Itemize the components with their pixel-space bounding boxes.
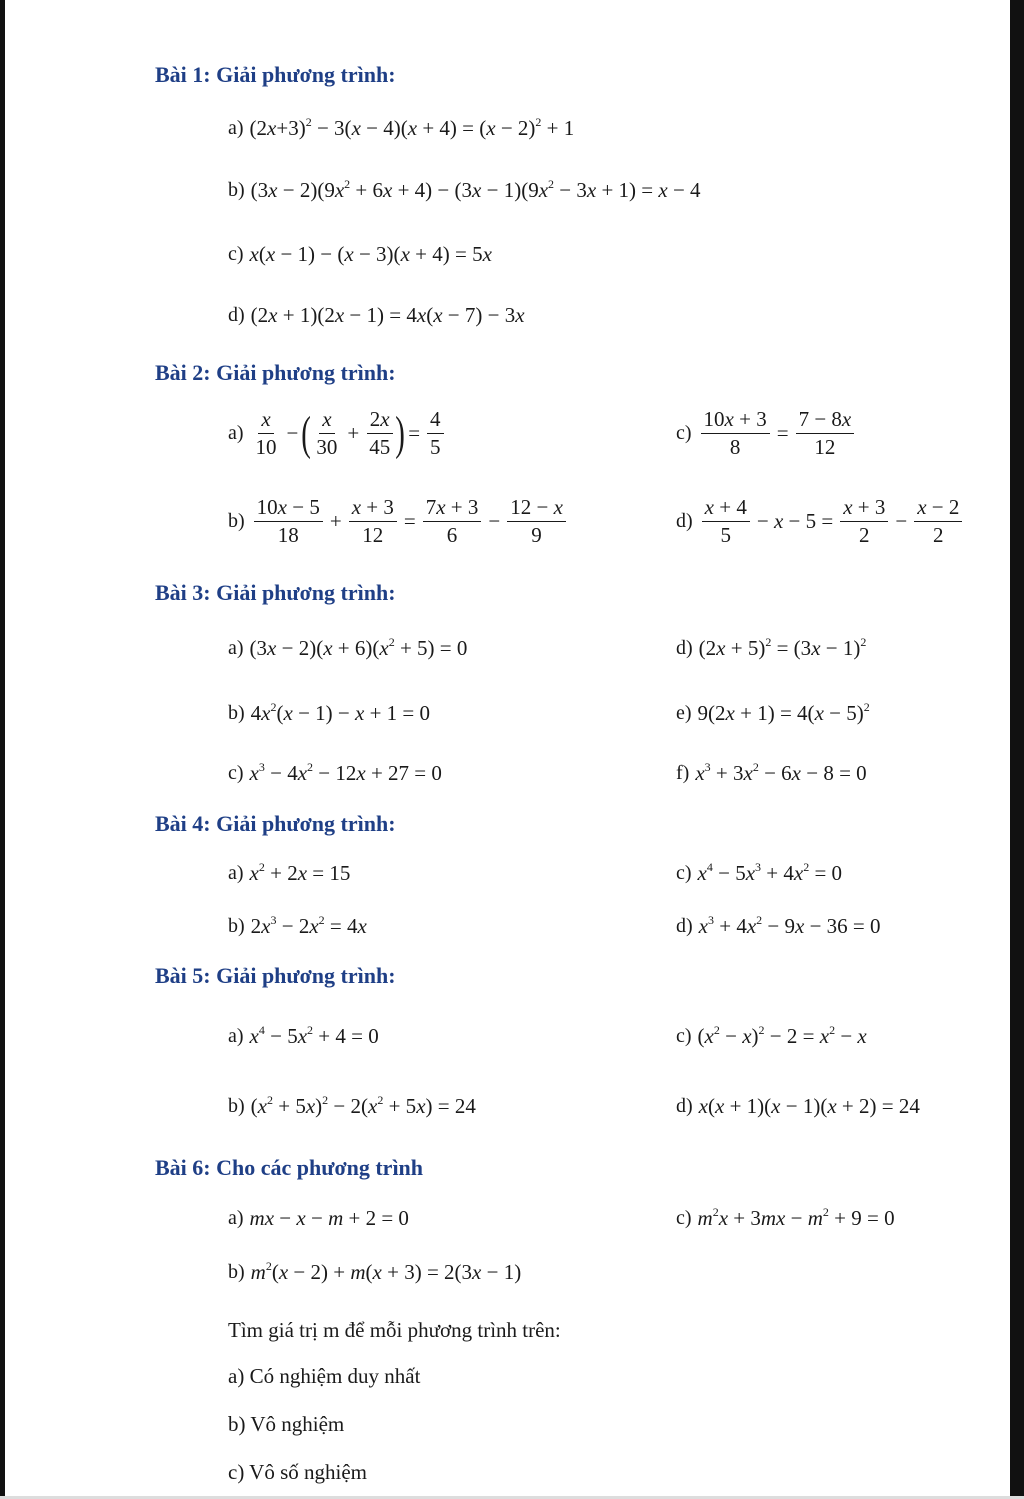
bai1-heading: Bài 1: Giải phương trình: bbox=[155, 62, 396, 87]
bai5-c bbox=[676, 1024, 867, 1049]
bai1-d-equation: (2x + 1)(2x − 1) = 4x(x − 7) − 3x bbox=[250, 303, 525, 327]
bai3-b-label: b) bbox=[228, 702, 245, 724]
bai5-d-equation: x(x + 1)(x − 1)(x + 2) = 24 bbox=[698, 1094, 920, 1118]
bai5-a bbox=[228, 1024, 379, 1049]
bai3-d bbox=[676, 636, 866, 661]
bai3-e-equation: $9(2x + 1) = 4(x - 5)^2$ bbox=[697, 700, 870, 725]
bai4-a bbox=[228, 861, 350, 886]
bai4-c-equation: $x^4 - 5x^3 + 4x^2 = 0$ bbox=[697, 860, 843, 885]
bai3-f-label: f) bbox=[676, 762, 690, 784]
bai3-d-label: d) bbox=[676, 637, 693, 659]
bai1-a bbox=[228, 116, 574, 141]
bai2-d bbox=[676, 496, 965, 547]
bai6-heading: Bài 6: Cho các phương trình bbox=[155, 1155, 424, 1180]
bai6-option-b: b) Vô nghiệm bbox=[228, 1412, 345, 1436]
bai4-b-equation: $2x^3 - 2x^2 = 4x$ bbox=[250, 913, 367, 938]
bai3-heading: Bài 3: Giải phương trình: bbox=[155, 580, 396, 605]
bai2-heading: Bài 2: Giải phương trình: bbox=[155, 360, 396, 385]
bai1-b-equation: $(3x - 2)(9x^2 + 6x + 4) - (3x - 1)(9x^2 - 3x + 1) = x - 4$ bbox=[250, 177, 701, 202]
bai4-c-label: c) bbox=[676, 862, 692, 884]
bai6-c-equation: $m^2x + 3mx - m^2 + 9 = 0$ bbox=[697, 1205, 895, 1230]
bai3-d-equation: $(2x + 5)^2 = (3x - 1)^2$ bbox=[698, 635, 867, 660]
bai6-b bbox=[228, 1260, 521, 1285]
bai2-d-equation: $\frac{x + 4}{5}$ − x − 5 = $\frac{x + 3}{2}$ − $\frac{x - 2}{2}$ bbox=[699, 496, 966, 547]
left-border bbox=[0, 0, 5, 1499]
bai5-b-equation: $(x^2 + 5x)^2 - 2(x^2 + 5x) = 24$ bbox=[250, 1093, 476, 1118]
bai1-c bbox=[228, 242, 492, 267]
bai3-a-equation: $(3x - 2)(x + 6)(x^2 + 5) = 0$ bbox=[249, 635, 468, 660]
bai4-a-equation: $x^2 + 2x = 15$ bbox=[249, 860, 351, 885]
right-border bbox=[1010, 0, 1024, 1499]
bai3-a-label: a) bbox=[228, 637, 244, 659]
bai3-b-equation: $4x^2(x - 1) - x + 1 = 0$ bbox=[250, 700, 431, 725]
bai3-c bbox=[228, 761, 442, 786]
bai4-d-equation: $x^3 + 4x^2 - 9x - 36 = 0$ bbox=[698, 913, 881, 938]
bai3-f bbox=[676, 761, 867, 786]
bai1-d-label: d) bbox=[228, 304, 245, 326]
bai5-a-equation: $x^4 - 5x^2 + 4 = 0$ bbox=[249, 1023, 379, 1048]
bai4-b bbox=[228, 914, 367, 939]
bai5-d-label: d) bbox=[676, 1095, 693, 1117]
bai1-c-equation: x(x − 1) − (x − 3)(x + 4) = 5x bbox=[249, 242, 492, 266]
bai4-a-label: a) bbox=[228, 862, 244, 884]
bai5-d bbox=[676, 1094, 920, 1119]
bai1-a-equation: $(2x+3)^2 - 3(x - 4)(x + 4) = (x - 2)^2 + 1$ bbox=[249, 115, 575, 140]
bai1-b bbox=[228, 178, 701, 203]
bai2-c bbox=[676, 408, 857, 459]
bai2-b bbox=[228, 496, 569, 547]
bai2-c-equation: $\frac{10x + 3}{8}$ = $\frac{7 - 8x}{12}$ bbox=[698, 408, 858, 459]
bai5-c-equation: $(x^2 - x)^2 - 2 = x^2 - x$ bbox=[697, 1023, 867, 1048]
bai3-c-equation: $x^3 - 4x^2 - 12x + 27 = 0$ bbox=[249, 760, 442, 785]
bai2-b-label: b) bbox=[228, 510, 245, 533]
bai2-a-equation: $\frac{x}{10}$ − ( $\frac{x}{30}$ + $\frac{2x}{45}$ ) = $\frac{4}{5}$ bbox=[250, 408, 447, 459]
bai2-d-label: d) bbox=[676, 510, 693, 533]
bai6-a bbox=[228, 1206, 409, 1231]
bai3-f-equation: $x^3 + 3x^2 - 6x - 8 = 0$ bbox=[695, 760, 867, 785]
bai6-b-label: b) bbox=[228, 1261, 245, 1283]
bai5-a-label: a) bbox=[228, 1025, 244, 1047]
bai1-d bbox=[228, 303, 525, 328]
bai6-c-label: c) bbox=[676, 1207, 692, 1229]
bai5-b-label: b) bbox=[228, 1095, 245, 1117]
bai4-d bbox=[676, 914, 881, 939]
bai1-c-label: c) bbox=[228, 243, 244, 265]
bai4-b-label: b) bbox=[228, 915, 245, 937]
bai3-b bbox=[228, 701, 430, 726]
bai6-c bbox=[676, 1206, 895, 1231]
bai3-e bbox=[676, 701, 870, 726]
bai5-c-label: c) bbox=[676, 1025, 692, 1047]
bai6-option-a: a) Có nghiệm duy nhất bbox=[228, 1364, 421, 1388]
bai4-c bbox=[676, 861, 842, 886]
bai1-b-label: b) bbox=[228, 179, 245, 201]
bai5-b bbox=[228, 1094, 476, 1119]
bai2-c-label: c) bbox=[676, 422, 692, 445]
bai3-e-label: e) bbox=[676, 702, 692, 724]
bai2-a-label: a) bbox=[228, 422, 244, 445]
bai5-heading: Bài 5: Giải phương trình: bbox=[155, 963, 396, 988]
bai6-a-equation: mx − x − m + 2 = 0 bbox=[249, 1206, 409, 1230]
bai2-a bbox=[228, 408, 447, 459]
bai6-a-label: a) bbox=[228, 1207, 244, 1229]
bai6-question: Tìm giá trị m để mỗi phương trình trên: bbox=[228, 1318, 561, 1342]
bai4-heading: Bài 4: Giải phương trình: bbox=[155, 811, 396, 836]
bai4-d-label: d) bbox=[676, 915, 693, 937]
bai3-c-label: c) bbox=[228, 762, 244, 784]
bai3-a bbox=[228, 636, 467, 661]
bai6-b-equation: $m^2(x - 2) + m(x + 3) = 2(3x - 1)$ bbox=[250, 1259, 522, 1284]
bai6-option-c: c) Vô số nghiệm bbox=[228, 1460, 368, 1484]
bai2-b-equation: $\frac{10x - 5}{18}$ + $\frac{x + 3}{12}$ = $\frac{7x + 3}{6}$ − $\frac{12 - x}{9}$ bbox=[251, 496, 569, 547]
bai1-a-label: a) bbox=[228, 117, 244, 139]
